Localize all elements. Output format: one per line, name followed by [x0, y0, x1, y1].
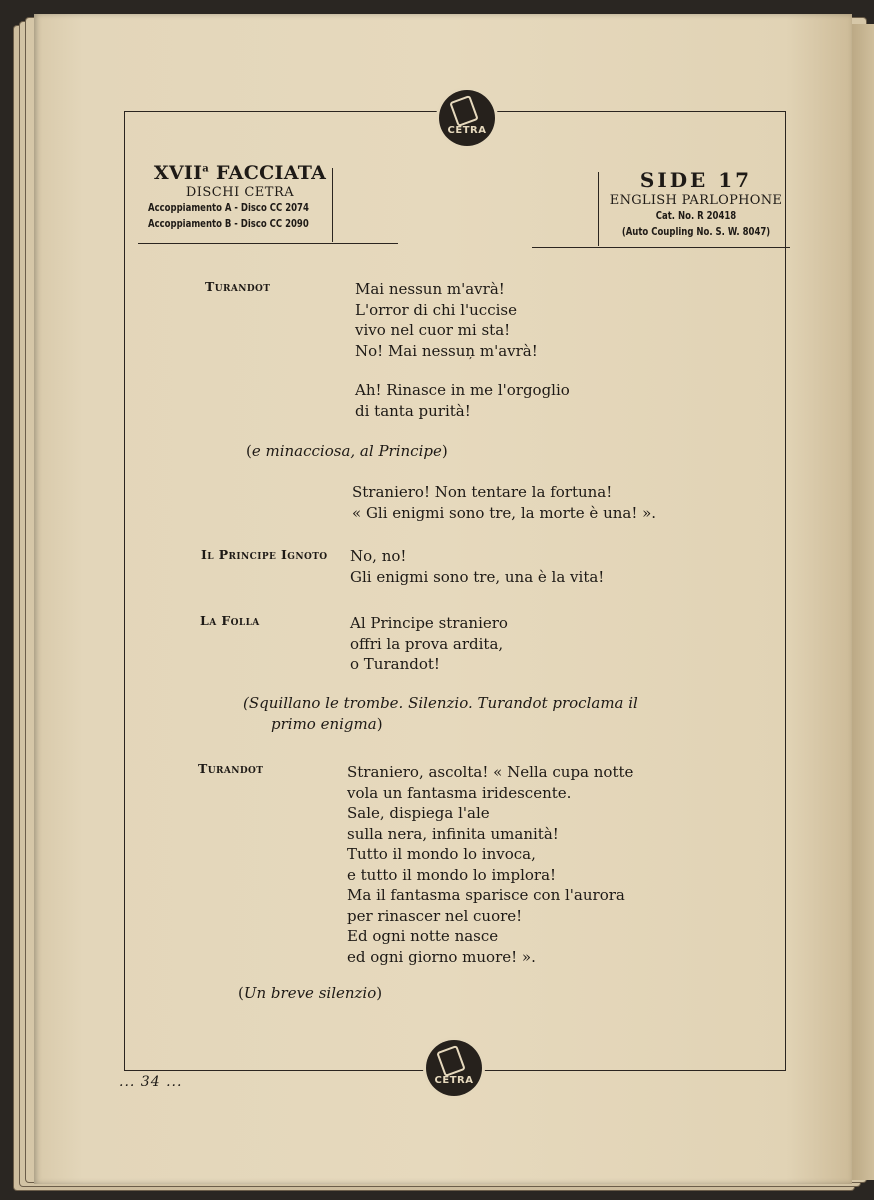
speaker-name: La Folla	[200, 613, 260, 628]
stage-direction: (Squillano le trombe. Silenzio. Turandot proclama il primo enigma)	[243, 694, 638, 733]
side-title-english: SIDE 17	[639, 168, 753, 192]
side-title-italian: XVII$^a$ FACCIATA	[153, 162, 327, 184]
divider	[598, 172, 599, 246]
verse-line: sulla nera, infinita umanità!	[347, 824, 559, 843]
label-name: DISCHI CETRA	[185, 185, 295, 200]
label-name: ENGLISH PARLOPHONE	[609, 193, 783, 208]
verse-line: L'orror di chi l'uccise	[355, 300, 517, 319]
verse-block	[355, 380, 570, 421]
verse-line: ed ogni giorno muore! ».	[347, 947, 536, 966]
divider	[332, 168, 333, 242]
verse-line: di tanta purità!	[355, 401, 471, 420]
verse-line: Gli enigmi sono tre, una è la vita!	[350, 567, 605, 586]
verse-line: per rinascer nel cuore!	[347, 906, 523, 925]
header-right	[606, 168, 786, 240]
verse-block	[355, 279, 538, 361]
verse-line: « Gli enigmi sono tre, la morte è una! ».	[352, 503, 657, 522]
lyre-icon	[436, 1045, 466, 1077]
coupling-a: Accoppiamento A - Disco CC 2074	[148, 202, 309, 214]
speaker-name: Turandot	[205, 279, 271, 294]
catalog-number: Cat. No. R 20418	[655, 210, 737, 222]
verse-block	[347, 762, 633, 967]
verse-line: o Turandot!	[350, 655, 440, 673]
verse-line: Ma il fantasma sparisce con l'aurora	[347, 886, 625, 904]
verse-block	[350, 613, 508, 675]
cetra-logo-icon	[426, 1040, 482, 1096]
verse-line: Ah! Rinasce in me l'orgoglio	[355, 381, 570, 399]
logo-label: CETRA	[447, 125, 487, 136]
cetra-logo-icon	[439, 90, 495, 146]
verse-block	[352, 482, 656, 523]
speaker-name: Turandot	[198, 761, 264, 776]
divider	[138, 243, 398, 244]
verse-block	[350, 546, 604, 587]
verse-line: Straniero, ascolta! « Nella cupa notte	[347, 763, 634, 781]
verse-line: Straniero! Non tentare la fortuna!	[352, 483, 613, 501]
verse-line: No! Mai nessuņ m'avrà!	[355, 341, 538, 360]
page-number: ... 34 ...	[119, 1074, 183, 1090]
stage-direction: (e minacciosa, al Principe)	[246, 442, 448, 460]
verse-line: Ed ogni notte nasce	[347, 927, 499, 945]
logo-label: CETRA	[434, 1075, 474, 1086]
verse-line: vivo nel cuor mi sta!	[355, 321, 511, 339]
verse-line: e tutto il mondo lo implora!	[347, 865, 557, 884]
verse-line: offri la prova ardita,	[350, 634, 504, 653]
header-left	[148, 162, 332, 232]
divider	[532, 247, 790, 248]
coupling-b: Accoppiamento B - Disco CC 2090	[148, 218, 309, 230]
verse-line: Al Principe straniero	[350, 614, 508, 632]
verse-line: Mai nessun m'avrà!	[355, 280, 505, 298]
lyre-icon	[449, 95, 479, 127]
speaker-name: Il Principe Ignoto	[201, 547, 328, 562]
verse-line: No, no!	[350, 547, 407, 565]
stage-direction: (Un breve silenzio)	[238, 984, 383, 1002]
verse-line: Tutto il mondo lo invoca,	[347, 845, 536, 863]
verse-line: vola un fantasma iridescente.	[347, 783, 572, 802]
auto-coupling-number: (Auto Coupling No. S. W. 8047)	[621, 226, 771, 238]
verse-line: Sale, dispiega l'ale	[347, 804, 490, 822]
